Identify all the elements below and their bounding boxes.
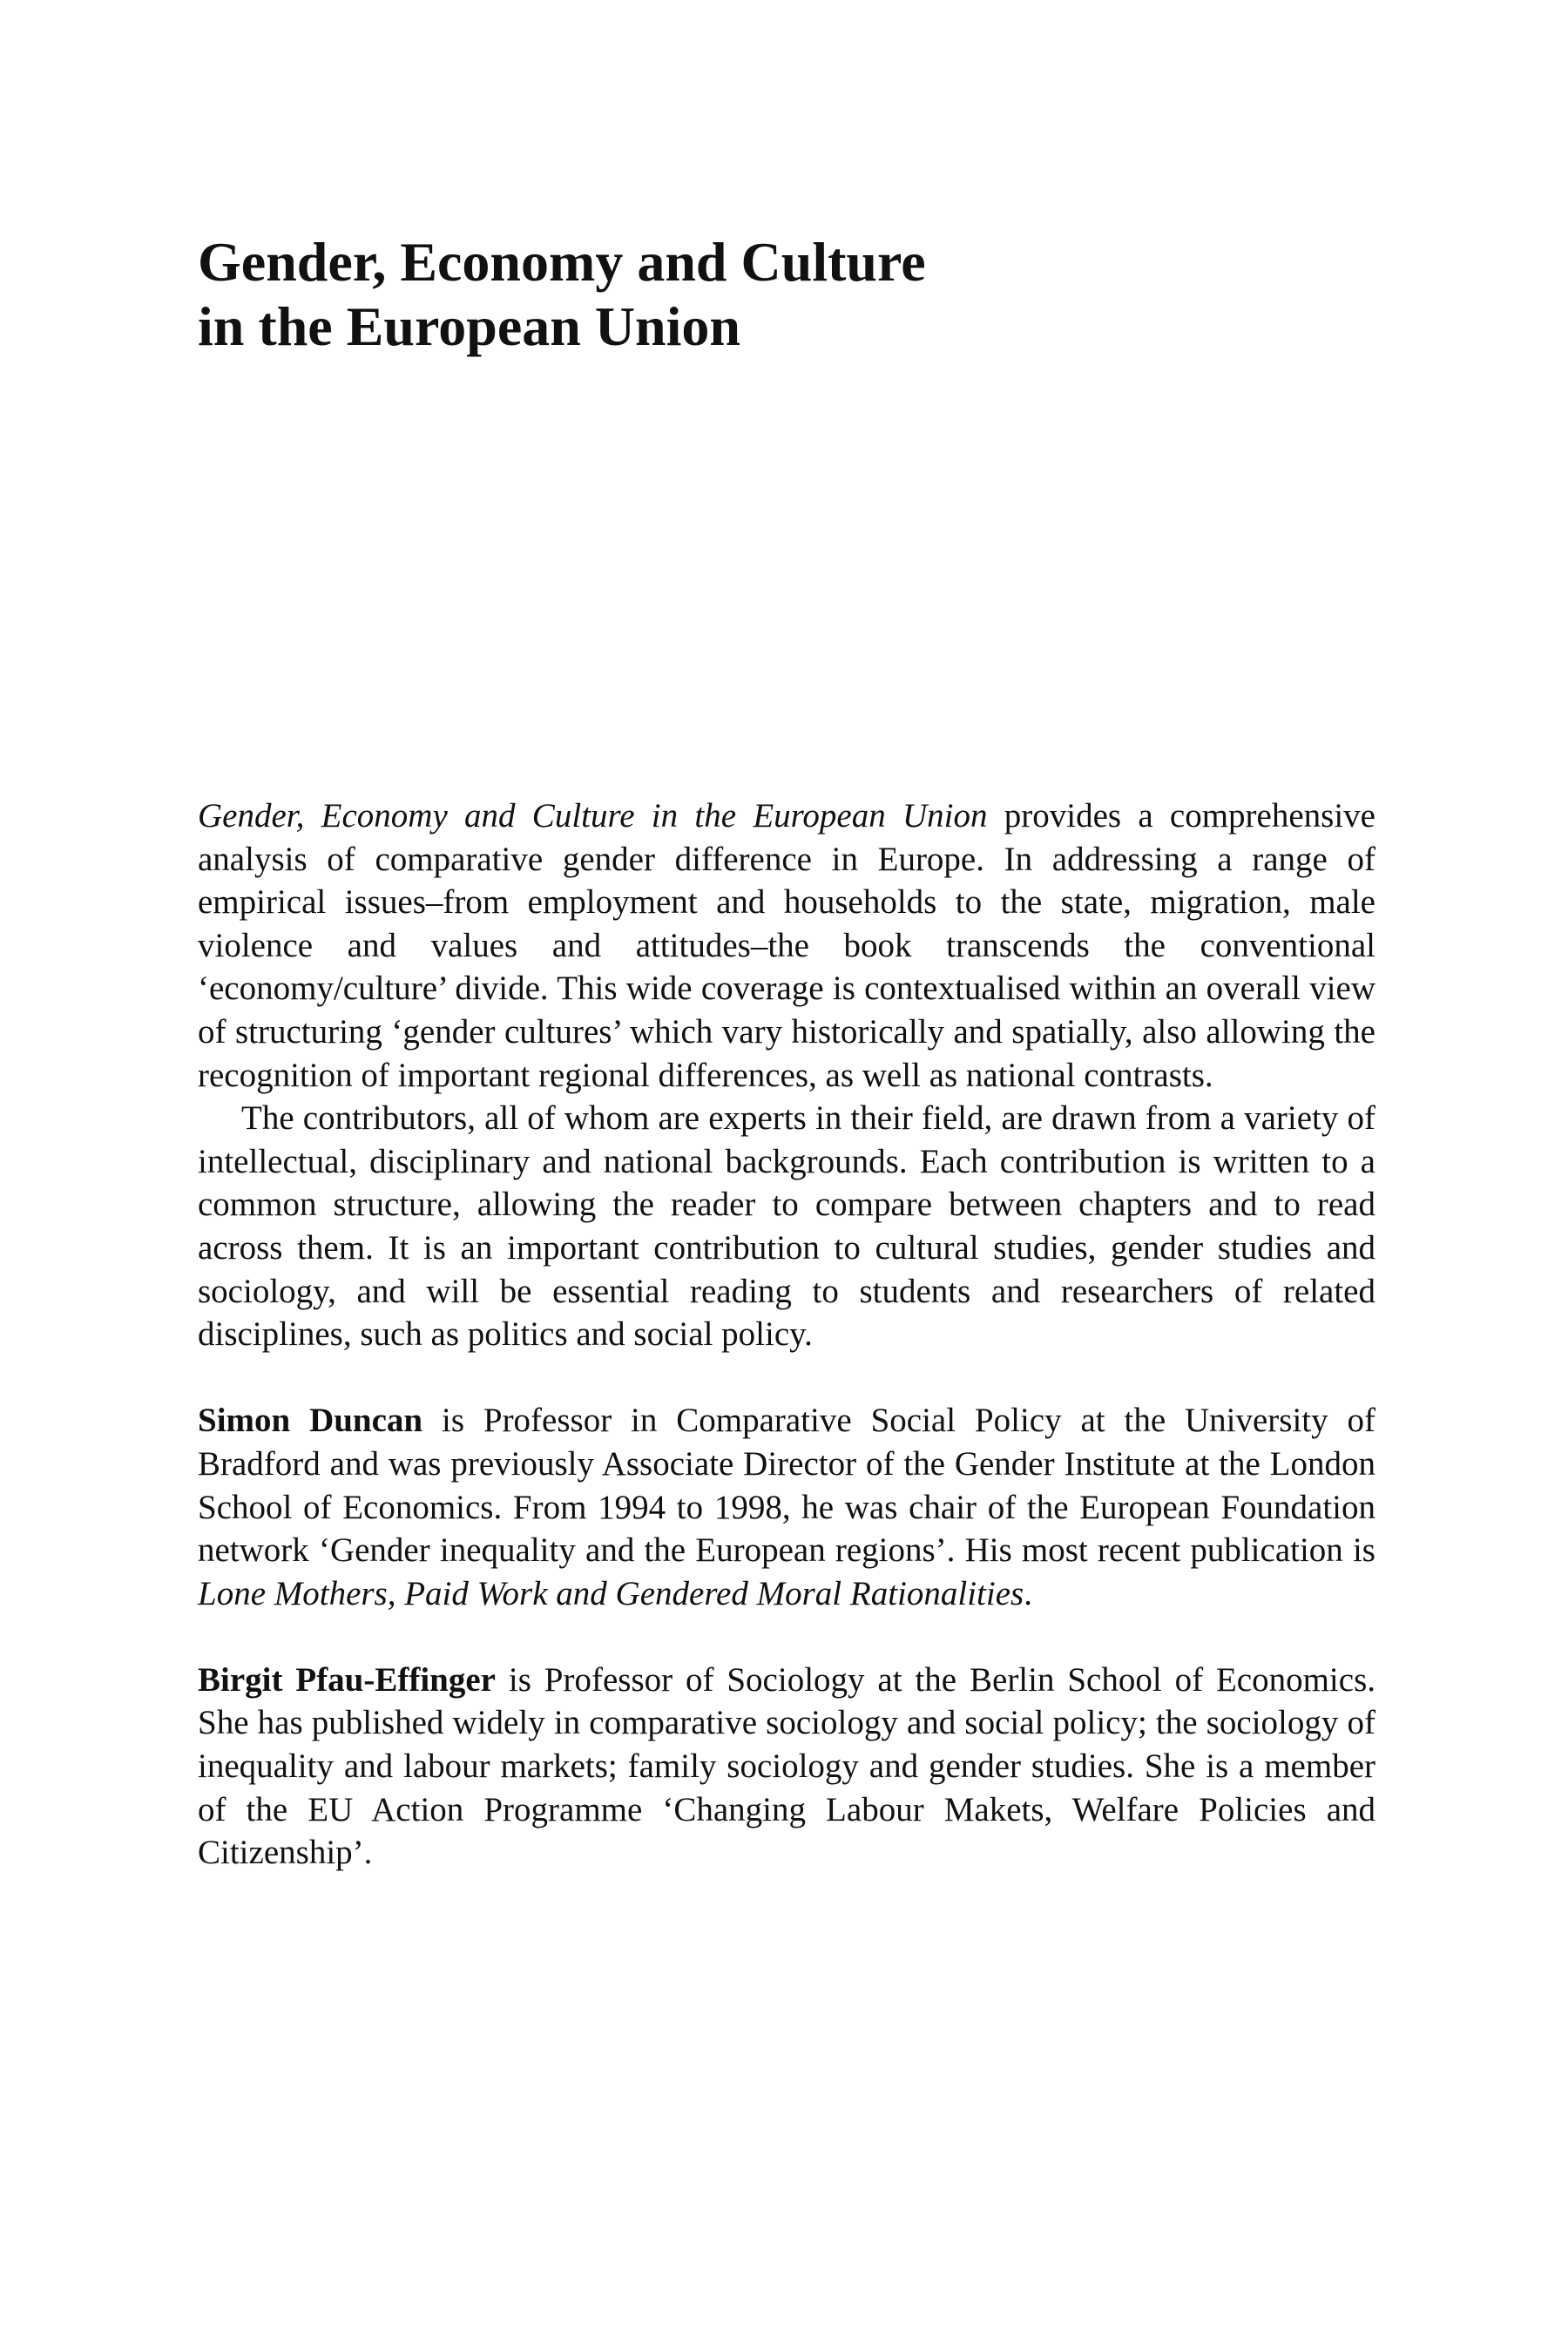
editor-bio-duncan [198, 1399, 1375, 1615]
editor-name-pfau-effinger: Birgit Pfau-Effinger [198, 1660, 496, 1699]
editor-name-duncan: Simon Duncan [198, 1402, 423, 1440]
editor-bio-pfau-effinger [198, 1659, 1375, 1875]
description-paragraph-1 [198, 794, 1375, 1097]
description-paragraph-2: The contributors, all of whom are experts in their field, are drawn from a variety of intellectual, disciplinary and national backgrounds. Each contribution is written to a common structure, allowing the reader to compare between chapters and to read across them. It is an important contribution to cultural studies, gender studies and sociology, and will be essential reading to students and researchers of related disciplines, such as politics and social policy. [198, 1099, 1375, 1354]
publication-title: Lone Mothers, Paid Work and Gendered Moral Rationalities [198, 1574, 1024, 1612]
editor-bio-duncan-end: . [1024, 1574, 1032, 1612]
book-title-line-1: Gender, Economy and Culture [198, 231, 926, 293]
book-title [198, 230, 1374, 359]
editor-bio-pfau-effinger-text: is Professor of Sociology at the Berlin School of Economics. She has published widely in comparative sociology and social policy; the sociology of inequality and labour markets; family sociology and gender studies. She is a member of the EU Action Programme ‘Changing Labour Makets, Welfare Policies and Citizenship’. [198, 1660, 1376, 1872]
editor-bio-duncan-text: is Professor in Comparative Social Policy at the University of Bradford and was previously Associate Director of the Gender Institute at the London School of Economics. From 1994 to 1998, he was chair of the European Foundation network ‘Gender inequality and the European regions’. His most recent publication is [198, 1402, 1375, 1570]
book-description [198, 794, 1375, 1875]
book-title-line-2: in the European Union [198, 295, 740, 357]
description-paragraph-1-text: provides a comprehensive analysis of comparative gender difference in Europe. In addressing a range of empirical issues–from employment and households to the state, migration, male violence and values and attitudes–the book transcends the conventional ‘economy/culture’ divide. This wide coverage is contextualised within an overall view of structuring ‘gender cultures’ which vary historically and spatially, also allowing the recognition of important regional differences, as well as national contrasts. [198, 797, 1375, 1094]
book-title-reference: Gender, Economy and Culture in the European Union [198, 797, 988, 835]
